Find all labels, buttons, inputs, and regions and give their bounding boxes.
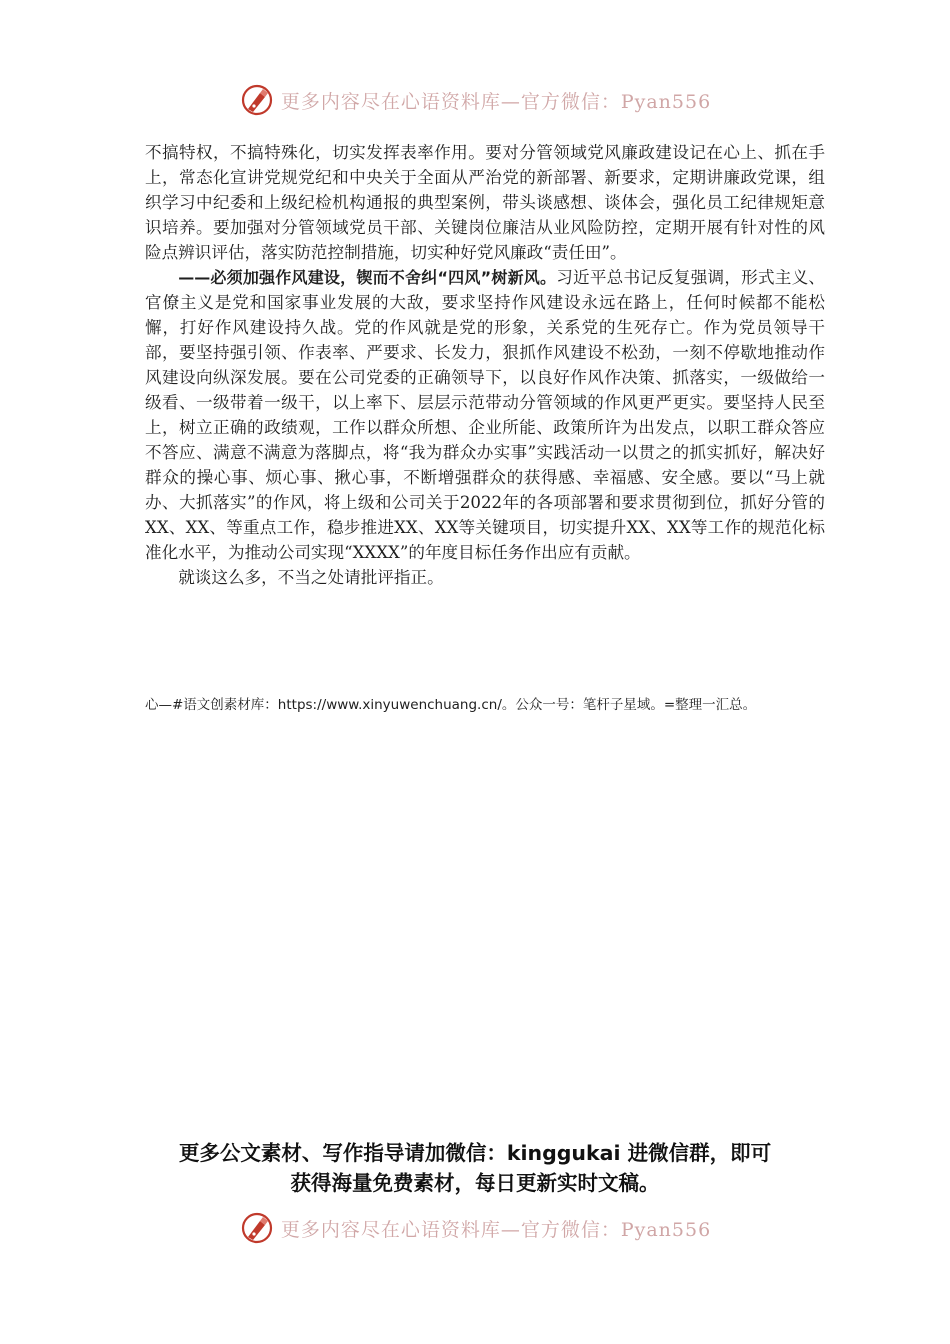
body-paragraph-1: 不搞特权，不搞特殊化，切实发挥表率作用。要对分管领域党风廉政建设记在心上、抓在手上，常态化宣讲党规党纪和中央关于全面从严治党的新部署、新要求，定期讲廉政党课，组织学习中纪委和上级纪检机构通报的典型案例，带头谈感想、谈体会，强化员工纪律规矩意识培养。要加强对分管领域党员干部、关键岗位廉洁从业风险防控，定期开展有针对性的风险点辨识评估，落实防范控制措施，切实种好党风廉政“责任田”。 (145, 143, 825, 262)
footer-banner-text: 更多内容尽在心语资料库—官方微信：Pyan556 (280, 1218, 712, 1241)
section-heading: ——必须加强作风建设，锲而不舍纠“四风”树新风。 (178, 268, 557, 287)
header-banner-text: 更多内容尽在心语资料库—官方微信：Pyan556 (280, 90, 712, 113)
source-footnote: 心—#语文创素材库：https://www.xinyuwenchuang.cn/。公众一号：笔杆子星域。=整理一汇总。 (145, 697, 757, 713)
promo-line-1: 更多公文素材、写作指导请加微信：kinggukai 进微信群，即可 (178, 1141, 772, 1165)
document-body (145, 140, 825, 590)
footer-banner (0, 1206, 950, 1250)
promo-block (0, 1138, 950, 1198)
body-paragraph-3: 就谈这么多，不当之处请批评指正。 (178, 568, 444, 587)
section-text: 习近平总书记反复强调，形式主义、官僚主义是党和国家事业发展的大敌，要求坚持作风建设永远在路上，任何时候都不能松懈，打好作风建设持久战。党的作风就是党的形象，关系党的生死存亡。作为党员领导干部，要坚持强引领、作表率、严要求、长发力，狠抓作风建设不松劲，一刻不停歇地推动作风建设向纵深发展。要在公司党委的正确领导下，以良好作风作决策、抓落实，一级做给一级看、一级带着一级干，以上率下、层层示范带动分管领域的作风更严更实。要坚持人民至上，树立正确的政绩观，工作以群众所想、企业所能、政策所许为出发点，以职工群众答应不答应、满意不满意为落脚点，将“我为群众办实事”实践活动一以贯之的抓实抓好，解决好群众的操心事、烦心事、揪心事，不断增强群众的获得感、幸福感、安全感。要以“马上就办、大抓落实”的作风，将上级和公司关于2022年的各项部署和要求贯彻到位，抓好分管的XX、XX、等重点工作，稳步推进XX、XX等关键项目，切实提升XX、XX等工作的规范化标准化水平，为推动公司实现“XXXX”的年度目标任务作出应有贡献。 (145, 268, 825, 562)
pen-nib-logo-icon (239, 82, 275, 118)
pen-nib-logo-icon (239, 1210, 275, 1246)
header-banner (0, 78, 950, 122)
promo-line-2: 获得海量免费素材，每日更新实时文稿。 (290, 1171, 660, 1195)
body-paragraph-2 (145, 265, 825, 565)
